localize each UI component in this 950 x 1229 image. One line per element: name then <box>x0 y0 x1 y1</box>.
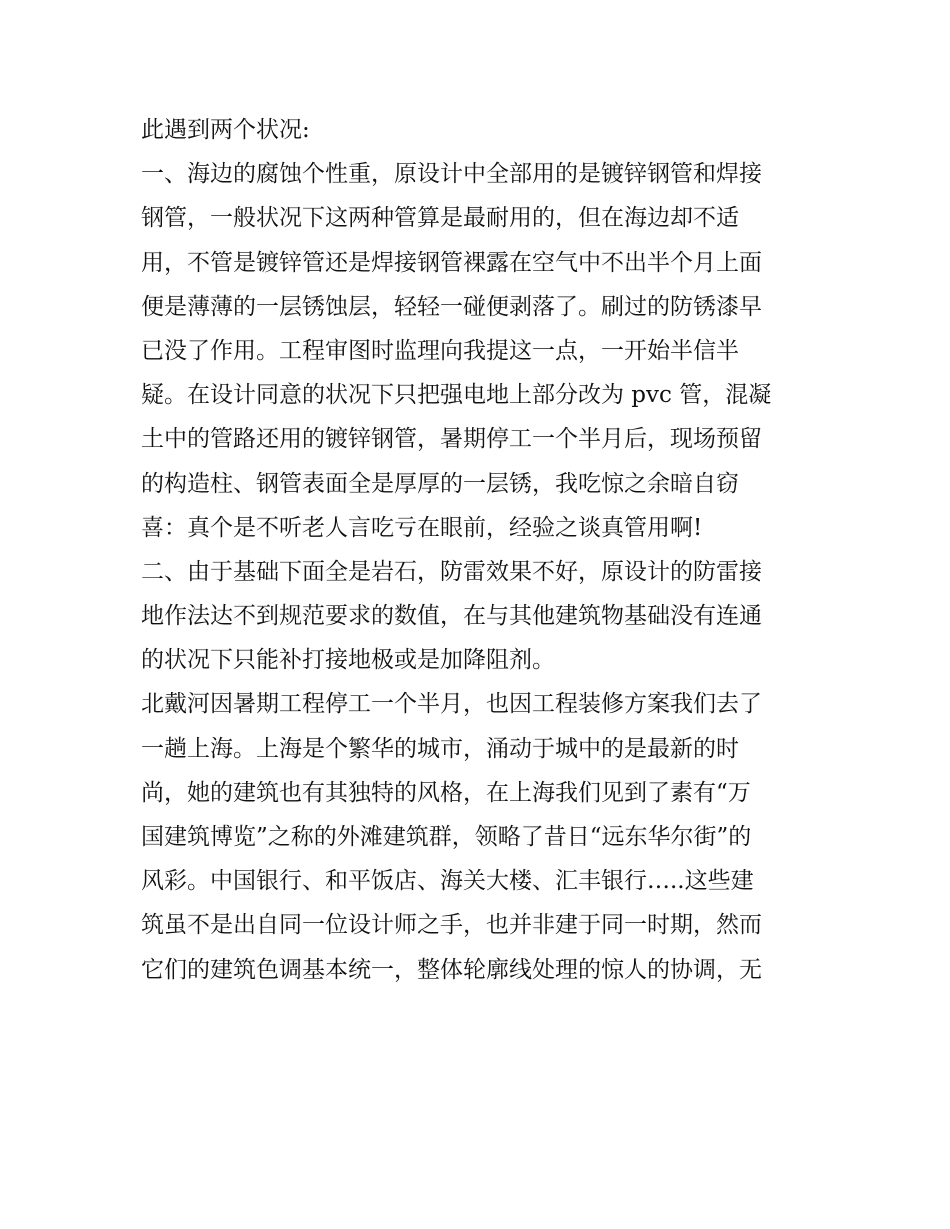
text-line: 国建筑博览”之称的外滩建筑群，领略了昔日“远东华尔街”的 <box>141 824 752 850</box>
text-line: 喜：真个是不听老人言吃亏在眼前，经验之谈真管用啊! <box>141 514 703 541</box>
text-line: 疑。在设计同意的状况下只把强电地上部分改为 pvc 管，混凝 <box>141 382 772 409</box>
text-line: 筑虽不是出自同一位设计师之手，也并非建于同一时期，然而 <box>141 912 762 939</box>
text-line: 地作法达不到规范要求的数值，在与其他建筑物基础没有连通 <box>141 603 762 630</box>
document-body <box>141 108 813 992</box>
text-line: 已没了作用。工程审图时监理向我提这一点，一开始半信半 <box>141 337 739 364</box>
text-line: 的构造柱、钢管表面全是厚厚的一层锈，我吃惊之余暗自窃 <box>141 470 739 497</box>
text-line: 用，不管是镀锌管还是焊接钢管裸露在空气中不出半个月上面 <box>141 249 762 276</box>
text-line: 它们的建筑色调基本统一，整体轮廓线处理的惊人的协调，无 <box>141 956 762 983</box>
text-line: 便是薄薄的一层锈蚀层，轻轻一碰便剥落了。刷过的防锈漆早 <box>141 293 762 320</box>
text-line: 的状况下只能补打接地极或是加降阻剂。 <box>141 647 555 674</box>
text-line: 一趟上海。上海是个繁华的城市，涌动于城中的是最新的时 <box>141 735 739 762</box>
text-line: 北戴河因暑期工程停工一个半月，也因工程装修方案我们去了 <box>141 691 762 718</box>
text-line: 二、由于基础下面全是岩石，防雷效果不好，原设计的防雷接 <box>141 558 762 585</box>
text-line: 风彩。中国银行、和平饭店、海关大楼、汇丰银行…..这些建 <box>141 868 754 895</box>
text-line: 一、海边的腐蚀个性重，原设计中全部用的是镀锌钢管和焊接 <box>141 161 762 188</box>
text-line: 土中的管路还用的镀锌钢管，暑期停工一个半月后，现场预留 <box>141 426 762 453</box>
text-line: 钢管，一般状况下这两种管算是最耐用的，但在海边却不适 <box>141 205 739 232</box>
text-line: 尚，她的建筑也有其独特的风格，在上海我们见到了素有“万 <box>141 779 751 806</box>
text-line: 此遇到两个状况: <box>141 117 310 143</box>
